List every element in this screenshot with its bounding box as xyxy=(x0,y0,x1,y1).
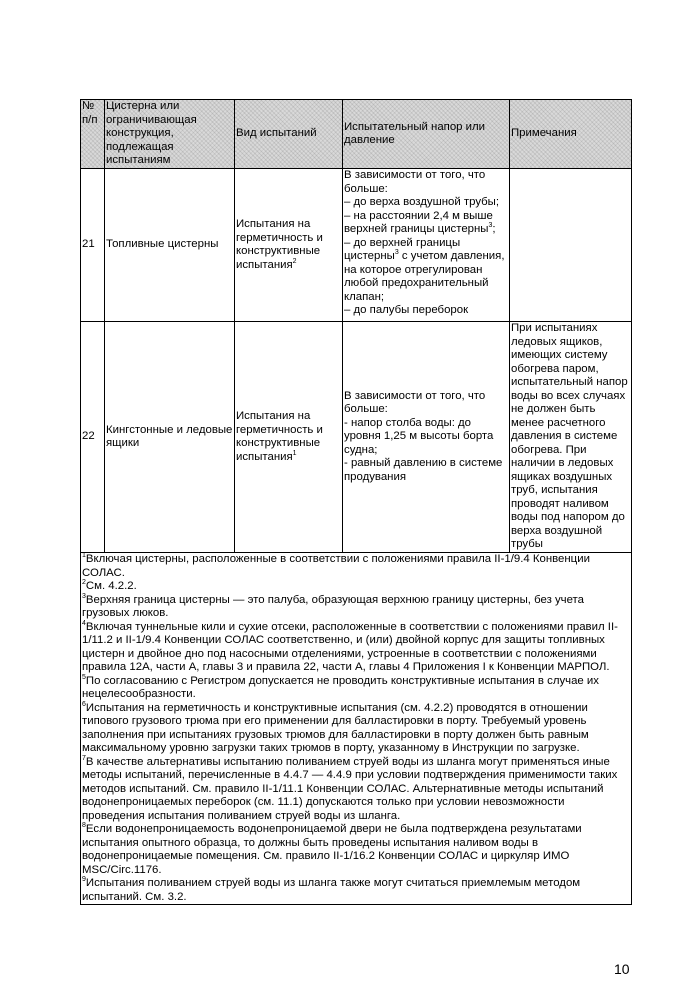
footnote-ref: 1 xyxy=(292,449,297,457)
row-tank: Кингстонные и ледовые ящики xyxy=(105,322,235,553)
row-test-type xyxy=(235,169,343,322)
table-header-row xyxy=(81,100,632,169)
footnote: $^3$Верхняя граница цистерны — это палуба, образующая верхнюю границу цистерны, без учета грузовых люков. xyxy=(82,592,584,619)
row-test-head xyxy=(343,169,510,322)
footnote: $^7$В качестве альтернативы испытанию поливанием струей воды из шланга могут применяться иные методы испытаний, перечисленные в 4.4.7 — 4.4.9 при условии подтверждения применимости таких методов испытаний. См. правило II-1/11.1 Конвенции СОЛАС. Альтернативные методы испытаний водонепроницаемых переборок (см. 11.1) допускаются только при условии невозможности проведения испытания поливанием струей воды из шланга. xyxy=(82,754,618,822)
footnote: $^4$Включая туннельные кили и сухие отсеки, расположенные в соответствии с положениями правил II-1/11.2 и II-1/9.4 Конвенции СОЛАС соответственно, и (или) двойной корпус для защиты топливных цистерн и двойное дно под насосными отделениями, устроенные в соответствии с положениями правила 12А, части А, главы 3 и правила 22, части А, главы 4 Приложения I к Конвенции МАРПОЛ. xyxy=(82,619,618,673)
footnote-ref: 3 xyxy=(394,249,399,257)
footnote: $^8$Если водонепроницаемость водонепроницаемой двери не была подтверждена результатами испытания опытного образца, то должны быть проведены испытания наливом воды в водонепроницаемые помещения. См. правило II-1/16.2 Конвенции СОЛАС и циркуляр ИМО MSC/Circ.1176. xyxy=(82,822,582,876)
footnote: $^9$Испытания поливанием струей воды из шланга также могут считаться приемлемым методом испытаний. См. 3.2. xyxy=(82,876,581,903)
test-head-item: – до верхней границы цистерны$^3$ с учетом давления, на которое отрегулирован любой предохранительный клапан; xyxy=(344,236,505,303)
header-remarks: Примечания xyxy=(510,100,632,169)
test-head-intro: В зависимости от того, что больше: xyxy=(344,389,486,416)
row-test-type xyxy=(235,322,343,553)
test-head-item: – на расстоянии 2,4 м выше верхней границы цистерны$^3$; xyxy=(344,209,496,235)
header-num: № п/п xyxy=(81,100,105,169)
table-row xyxy=(81,169,632,322)
footnote-ref: 3 xyxy=(488,222,493,230)
row-remarks: При испытаниях ледовых ящиков, имеющих систему обогрева паром, испытательный напор воды во всех случаях не должен быть менее расчетного давления в системе обогрева. При наличии в ледовых ящиках воздушных труб, испытания проводят наливом воды под напором до верха воздушной трубы xyxy=(510,322,632,553)
row-tank: Топливные цистерны xyxy=(105,169,235,322)
footnote: $^5$По согласованию с Регистром допускается не проводить конструктивные испытания в случае их нецелесообразности. xyxy=(82,673,599,700)
footnote: $^2$См. 4.2.2. xyxy=(82,579,137,592)
page-number: 10 xyxy=(614,961,630,977)
header-tank: Цистерна или ограничивающая конструкция, подлежащая испытаниям xyxy=(105,100,235,169)
test-head-item: - равный давлению в системе продувания xyxy=(344,457,503,483)
footnote-ref: 2 xyxy=(292,257,297,265)
footnotes-row xyxy=(81,553,632,905)
test-requirements-table xyxy=(80,99,632,905)
test-head-intro: В зависимости от того, что больше: xyxy=(344,169,486,195)
header-test-head: Испытательный напор или давление xyxy=(343,100,510,169)
table-row xyxy=(81,322,632,553)
test-head-item: - напор столба воды: до уровня 1,25 м высоты борта судна; xyxy=(344,416,494,456)
header-test-type: Вид испытаний xyxy=(235,100,343,169)
row-num: 21 xyxy=(81,169,105,322)
test-head-item: – до верха воздушной трубы; xyxy=(344,196,500,208)
row-num: 22 xyxy=(81,322,105,553)
row-test-head xyxy=(343,322,510,553)
footnote: $^1$Включая цистерны, расположенные в соответствии с положениями правила II-1/9.4 Конвенции СОЛАС. xyxy=(82,552,590,579)
test-head-item: – до палубы переборок xyxy=(344,304,469,316)
row-remarks xyxy=(510,169,632,322)
footnotes xyxy=(81,553,632,905)
footnote: $^6$Испытания на герметичность и конструктивные испытания (см. 4.2.2) проводятся в отношении типового грузового трюма при его применении для балластировки в порту. Требуемый уровень заполнения при испытаниях грузовых трюмов для балластировки в порту должен быть равным максимальному уровню загрузки таких трюмов в порту, указанному в Инструкции по загрузке. xyxy=(82,700,589,754)
test-type-text: Испытания на герметичность и конструктивные испытания xyxy=(236,218,323,271)
test-type-text: Испытания на герметичность и конструктивные испытания xyxy=(236,410,323,463)
